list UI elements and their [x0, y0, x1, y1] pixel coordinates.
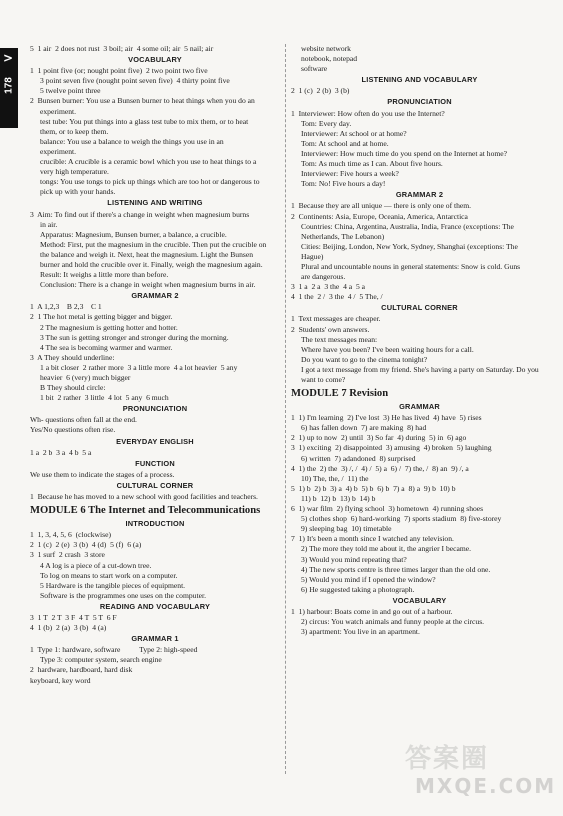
answer-line: 1 1, 3, 4, 5, 6 (clockwise) — [30, 530, 111, 540]
section-heading: FUNCTION — [135, 458, 175, 468]
answer-line: the balance and weigh it. Next, heat the magnesium. Light the Bunsen — [40, 249, 253, 259]
answer-line: very high temperature. — [40, 167, 109, 177]
answer-line: 3 Aim: To find out if there's a change in weight when magnesium burns — [30, 209, 250, 219]
section-heading: CULTURAL CORNER — [381, 303, 458, 313]
answer-line: crucible: A crucible is a ceramic bowl which you use to heat things to a — [40, 157, 257, 167]
answer-line: 4 The sea is becoming warmer and warmer. — [40, 342, 173, 352]
section-heading: GRAMMAR 2 — [395, 190, 444, 200]
section-heading: CULTURAL CORNER — [116, 480, 194, 490]
answer-line: 2 The magnesium is getting hotter and hotter. — [40, 322, 178, 332]
answer-line: 2) The more they told me about it, the angrier I became. — [301, 544, 472, 554]
answer-line: 6) written 7) adandoned 8) surprised — [301, 453, 416, 463]
section-heading: LISTENING AND WRITING — [107, 198, 203, 208]
left-column — [30, 44, 280, 686]
answer-line: Software is the programmes one uses on the computer. — [40, 590, 206, 600]
section-heading: PRONUNCIATION — [122, 404, 188, 414]
answer-line: 5 twelve point three — [40, 86, 101, 96]
answer-line: keyboard, key word — [30, 675, 91, 685]
answer-line: 5 1) b 2) b 3) a 4) b 5) b 6) b 7) a 8) a 9) b 10) b — [291, 483, 456, 493]
answer-line: The text messages mean: — [301, 334, 378, 344]
answer-line: Netherlands, The Lebanon) — [301, 231, 385, 241]
answer-line: them, or to keep them. — [40, 126, 109, 136]
answer-line: 1 Interviewer: How often do you use the Internet? — [291, 108, 445, 118]
answer-line: 1 Text messages are cheaper. — [291, 314, 381, 324]
answer-line: 3 A They should underline: — [30, 352, 115, 362]
answer-line: Wh- questions often fall at the end. — [30, 415, 137, 425]
answer-line: software — [301, 64, 328, 74]
answer-line: 2 hardware, hardboard, hard disk — [30, 665, 133, 675]
section-heading: GRAMMAR 2 — [131, 291, 179, 301]
answer-line: burner and hold the crucible over it. Finally, weigh the magnesium again. — [40, 259, 263, 269]
section-heading: READING AND VOCABULARY — [99, 601, 211, 611]
section-heading: EVERYDAY ENGLISH — [116, 436, 194, 446]
answer-line: 1 Type 1: hardware, software Type 2: high-speed — [30, 645, 198, 655]
answer-line: 4 1 the 2 / 3 the 4 / 5 The, / — [291, 292, 383, 302]
answer-line: 1 a 2 b 3 a 4 b 5 a — [30, 447, 92, 457]
answer-line: Apparatus: Magnesium, Bunsen burner, a balance, a crucible. — [40, 229, 227, 239]
answer-line: Conclusion: There is a change in weight when magnesium burns in air. — [40, 280, 256, 290]
answer-line: 2 Students' own answers. — [291, 324, 370, 334]
answer-line: 9) sleeping bag 10) timetable — [301, 524, 392, 534]
answer-line: 6) has fallen down 7) are making 8) had — [301, 423, 427, 433]
page-number: 178 — [3, 77, 15, 94]
answer-line: notebook, notepad — [301, 54, 358, 64]
section-heading: GRAMMAR — [399, 402, 440, 412]
section-heading: INTRODUCTION — [125, 519, 185, 529]
answer-line: 1 1 point five (or; nought point five) 2 two point two five — [30, 66, 208, 76]
answer-line: Tom: As much time as I can. About five hours. — [301, 159, 443, 169]
answer-line: 3) Would you mind repeating that? — [301, 554, 407, 564]
answer-line: pick up with your hands. — [40, 187, 116, 197]
answer-line: 1 1) harbour: Boats come in and go out of a harbour. — [291, 606, 453, 616]
page-number-tab — [0, 48, 18, 128]
answer-line: 2 Continents: Asia, Europe, Oceania, America, Antarctica — [291, 211, 468, 221]
answer-line: 4 1) the 2) the 3) /, / 4) / 5) a 6) / 7) the, / 8) an 9) /, a — [291, 463, 469, 473]
watermark-top: 答案圈 — [405, 744, 490, 774]
answer-line: Yes/No questions often rise. — [30, 425, 116, 435]
answer-line: 1 Because they are all unique — there is only one of them. — [291, 201, 472, 211]
answer-line: 1 1) I'm learning 2) I've lost 3) He has lived 4) have 5) rises — [291, 413, 482, 423]
answer-line: experiment. — [40, 146, 77, 156]
answer-line: 2 1 (c) 2 (e) 3 (b) 4 (d) 5 (f) 6 (a) — [30, 540, 142, 550]
answer-line: Tom: Every day. — [301, 118, 352, 128]
answer-line: Tom: No! Five hours a day! — [301, 179, 386, 189]
answer-line: 2 Bunsen burner: You use a Bunsen burner to heat things when you do an — [30, 96, 255, 106]
answer-line: 3 1 surf 2 crash 3 store — [30, 550, 105, 560]
section-heading: LISTENING AND VOCABULARY — [361, 75, 478, 85]
column-divider — [285, 44, 286, 774]
answer-line: 1 A 1,2,3 B 2,3 C 1 — [30, 302, 102, 312]
section-heading: VOCABULARY — [392, 595, 447, 605]
answer-line: 6) He suggested taking a photograph. — [301, 584, 415, 594]
answer-line: 5) clothes shop 6) hard-working 7) sports stadium 8) five-storey — [301, 514, 502, 524]
answer-line: Hague) — [301, 251, 324, 261]
watermark-bottom: MXQE.COM — [415, 774, 557, 798]
answer-line: We use them to indicate the stages of a process. — [30, 469, 175, 479]
watermark-logo — [405, 738, 557, 798]
answer-line: balance: You use a balance to weigh the things you use in an — [40, 136, 224, 146]
answer-line: 1 bit 2 rather 3 little 4 lot 5 any 6 much — [40, 393, 169, 403]
answer-line: 3 The sun is getting stronger and stronger during the morning. — [40, 332, 229, 342]
answer-line: 5 1 air 2 does not rust 3 boil; air 4 some oil; air 5 nail; air — [30, 44, 214, 53]
answer-line: 6 1) war film 2) flying school 3) hometown 4) running shoes — [291, 504, 484, 514]
answer-line: want to come? — [301, 375, 346, 384]
answer-line: 3) apartment: You live in an apartment. — [301, 627, 420, 637]
answer-line: To log on means to start work on a computer. — [40, 570, 178, 580]
answer-line: Cities: Beijing, London, New York, Sydney, Shanghai (exceptions: The — [301, 241, 518, 251]
answer-line: 5) Would you mind if I opened the window? — [301, 574, 436, 584]
answer-line: 3 1 T 2 T 3 F 4 T 5 T 6 F — [30, 612, 117, 622]
chevron-right-icon: > — [3, 51, 14, 65]
answer-line: 3 point seven five (nought point seven five) 4 thirty point five — [40, 76, 230, 86]
answer-line: 4) The new sports centre is three times larger than the old one. — [301, 564, 491, 574]
answer-line: 11) b 12) b 13) b 14) b — [301, 493, 376, 503]
answer-line: Where have you been? I've been waiting hours for a call. — [301, 344, 474, 354]
answer-line: 3 1 a 2 a 3 the 4 a 5 a — [291, 282, 366, 292]
answer-line: Plural and uncountable nouns in general statements: Snow is cold. Guns — [301, 261, 521, 271]
answer-line: B They should circle: — [40, 383, 106, 393]
answer-line: Do you want to go to the cinema tonight? — [301, 354, 428, 364]
answer-line: 4 1 (b) 2 (a) 3 (b) 4 (a) — [30, 623, 107, 633]
answer-line: Result: It weighs a little more than before. — [40, 270, 169, 280]
answer-line: tongs: You use tongs to pick up things which are too hot or dangerous to — [40, 177, 260, 187]
answer-line: Interviewer: How much time do you spend on the Internet at home? — [301, 148, 508, 158]
answer-line: Interviewer: Five hours a week? — [301, 169, 399, 179]
answer-line: 1 Because he has moved to a new school with good facilities and teachers. — [30, 492, 258, 502]
answer-line: test tube: You put things into a glass test tube to mix them, or to heat — [40, 116, 249, 126]
answer-line: 2) circus: You watch animals and funny people at the circus. — [301, 617, 485, 627]
section-heading: VOCABULARY — [128, 55, 182, 65]
answer-line: Method: First, put the magnesium in the crucible. Then put the crucible on — [40, 239, 267, 249]
answer-line: 2 1 The hot metal is getting bigger and bigger. — [30, 312, 173, 322]
answer-line: Countries: China, Argentina, Australia, India, France (exceptions: The — [301, 221, 514, 231]
answer-line: 10) The, the, / 11) the — [301, 473, 369, 483]
answer-line: 4 A log is a piece of a cut-down tree. — [40, 560, 152, 570]
answer-line: experiment. — [40, 106, 77, 116]
answer-line: website network — [301, 44, 351, 53]
answer-line: are dangerous. — [301, 272, 346, 282]
answer-line: 7 1) It's been a month since I watched any television. — [291, 534, 454, 544]
answer-line: 1 a bit closer 2 rather more 3 a little more 4 a lot heavier 5 any — [40, 362, 238, 372]
module-heading: MODULE 6 The Internet and Telecommunications — [30, 505, 261, 517]
answer-line: Type 3: computer system, search engine — [40, 655, 162, 665]
answer-line: 3 1) exciting 2) disappointed 3) amusing 4) broken 5) laughing — [291, 443, 492, 453]
section-heading: PRONUNCIATION — [387, 97, 452, 107]
answer-line: Interviewer: At school or at home? — [301, 128, 407, 138]
answer-line: I got a text message from my friend. She's having a party on Saturday. Do you — [301, 364, 539, 374]
module-heading: MODULE 7 Revision — [291, 388, 389, 400]
section-heading: GRAMMAR 1 — [131, 634, 179, 644]
answer-line: 2 1) up to now 2) until 3) So far 4) during 5) in 6) ago — [291, 433, 467, 443]
answer-line: heavier 6 (very) much bigger — [40, 373, 131, 382]
answer-line: 5 Hardware is the tangible pieces of equipment. — [40, 580, 186, 590]
right-column — [291, 44, 548, 637]
answer-line: in air. — [40, 219, 58, 229]
answer-line: Tom: At school and at home. — [301, 138, 389, 148]
answer-line: 2 1 (c) 2 (b) 3 (b) — [291, 86, 350, 96]
